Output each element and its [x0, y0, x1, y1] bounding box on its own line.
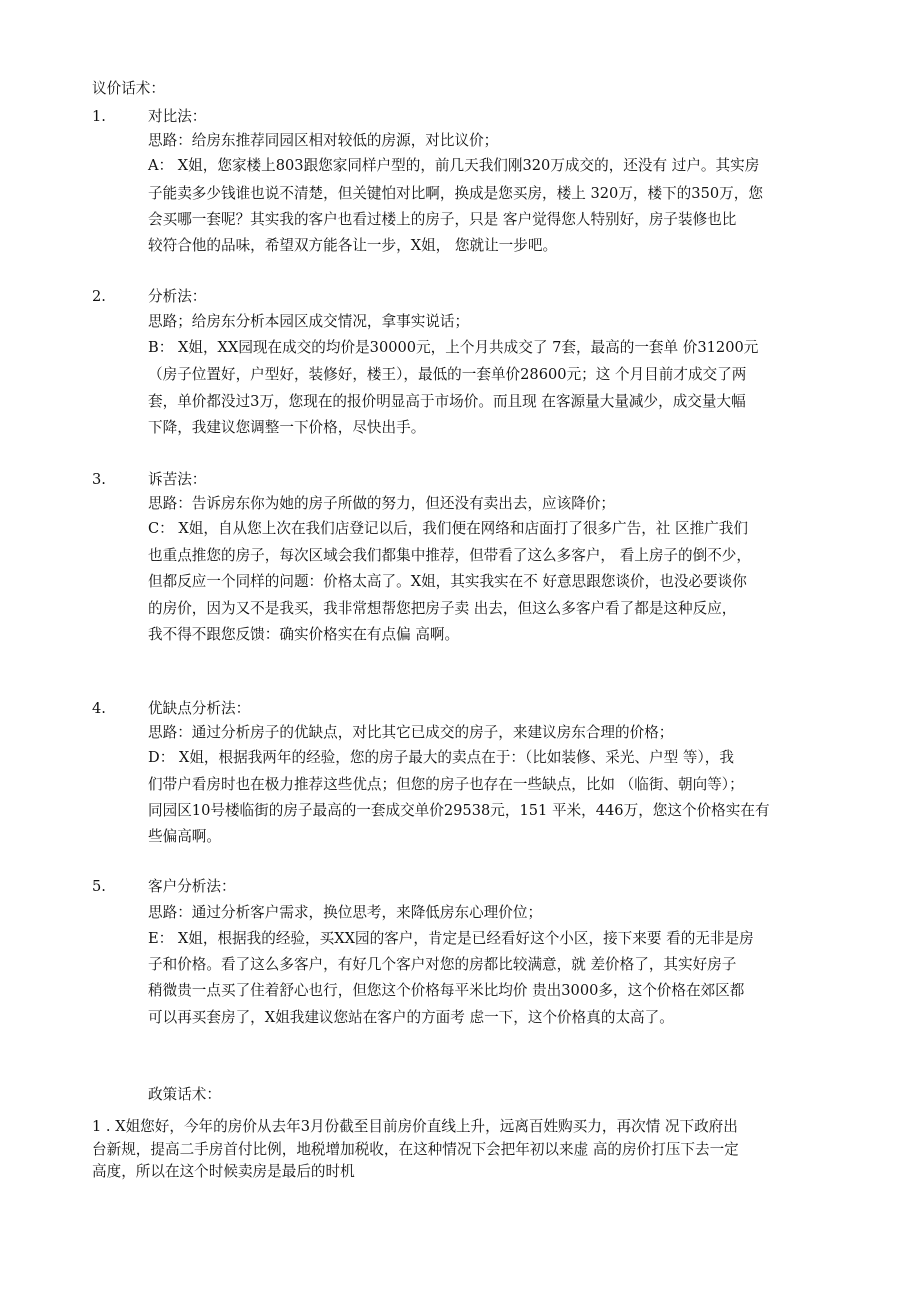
script-line: 子能卖多少钱谁也说不清楚，但关键怕对比啊，换成是您买房，楼上 320万，楼下的350万，您	[148, 185, 763, 202]
policy-line: 高度，所以在这个时候卖房是最后的时机	[92, 1163, 355, 1180]
script-line: 些偏高啊。	[148, 828, 221, 845]
section-heading: 分析法：	[148, 288, 207, 305]
section-idea: 思路：通过分析客户需求，换位思考，来降低房东心理价位；	[148, 904, 543, 921]
section-number: 2.	[92, 288, 106, 305]
script-line: 们带户看房时也在极力推荐这些优点；但您的房子也存在一些缺点，比如 （临街、朝向等）；	[148, 776, 744, 793]
script-line: 可以再买套房了，X姐我建议您站在客户的方面考 虑一下，这个价格真的太高了。	[148, 1009, 674, 1026]
section-number: 4.	[92, 700, 106, 717]
script-line: 的房价，因为又不是我买，我非常想帮您把房子卖 出去，但这么多客户看了都是这种反应，	[148, 600, 737, 617]
policy-line: 台新规，提高二手房首付比例，地税增加税收，在这种情况下会把年初以来虚 高的房价打压下去一定	[92, 1141, 739, 1158]
script-line: A： X姐，您家楼上803跟您家同样户型的，前几天我们刚320万成交的，还没有 过户。其实房	[148, 157, 760, 174]
script-line: 但都反应一个同样的问题：价格太高了。X姐，其实我实在不 好意思跟您谈价，也没必要谈你	[148, 573, 747, 590]
script-line: （房子位置好，户型好，装修好，楼王），最低的一套单价28600元；这 个月目前才成交了两	[148, 366, 747, 383]
script-line: 子和价格。看了这么多客户，有好几个客户对您的房都比较满意，就 差价格了，其实好房子	[148, 956, 737, 973]
script-line: E： X姐，根据我的经验，买XX园的客户，肯定是已经看好这个小区，接下来要 看的无非是房	[148, 930, 754, 947]
section-heading: 客户分析法：	[148, 878, 236, 895]
script-line: 我不得不跟您反馈：确实价格实在有点偏 高啊。	[148, 626, 460, 643]
section-idea: 思路；给房东分析本园区成交情况，拿事实说话；	[148, 313, 470, 330]
section-heading: 对比法：	[148, 108, 207, 125]
script-line: 也重点推您的房子，每次区域会我们都集中推荐，但带看了这么多客户， 看上房子的倒不少，	[148, 547, 751, 564]
script-line: 套，单价都没过3万，您现在的报价明显高于市场价。而且现 在客源量大量减少，成交量大幅	[148, 393, 746, 410]
script-line: 下降，我建议您调整一下价格，尽快出手。	[148, 419, 426, 436]
section-number: 3.	[92, 471, 106, 488]
script-line: 稍微贵一点买了住着舒心也行，但您这个价格每平米比均价 贵出3000多，这个价格在郊区都	[148, 982, 745, 999]
section-idea: 思路：给房东推荐同园区相对较低的房源，对比议价；	[148, 132, 499, 149]
script-line: C： X姐，自从您上次在我们店登记以后，我们便在网络和店面打了很多广告，社 区推广我们	[148, 520, 748, 537]
section-heading: 优缺点分析法：	[148, 700, 251, 717]
script-line: 同园区10号楼临街的房子最高的一套成交单价29538元，151 平米，446万，您这个价格实在有	[148, 802, 770, 819]
section-idea: 思路：通过分析房子的优缺点，对比其它已成交的房子，来建议房东合理的价格；	[148, 724, 674, 741]
doc-title: 议价话术：	[92, 80, 165, 97]
section-heading: 诉苦法：	[148, 471, 207, 488]
section-number: 5.	[92, 878, 106, 895]
policy-line: 1 . X姐您好，今年的房价从去年3月份截至目前房价直线上升，远离百姓购买力，再次情 况下政府出	[92, 1118, 738, 1135]
script-line: 较符合他的品味，希望双方能各让一步，X姐， 您就让一步吧。	[148, 237, 558, 254]
script-line: 会买哪一套呢？其实我的客户也看过楼上的房子，只是 客户觉得您人特别好，房子装修也比	[148, 211, 737, 228]
script-line: D： X姐，根据我两年的经验，您的房子最大的卖点在于：（比如装修、采光、户型 等），我	[148, 749, 734, 766]
section-idea: 思路：告诉房东你为她的房子所做的努力，但还没有卖出去，应该降价；	[148, 495, 616, 512]
policy-title: 政策话术：	[148, 1086, 221, 1103]
section-number: 1.	[92, 108, 106, 125]
script-line: B： X姐，XX园现在成交的均价是30000元，上个月共成交了 7套，最高的一套单 价31200元	[148, 339, 759, 356]
